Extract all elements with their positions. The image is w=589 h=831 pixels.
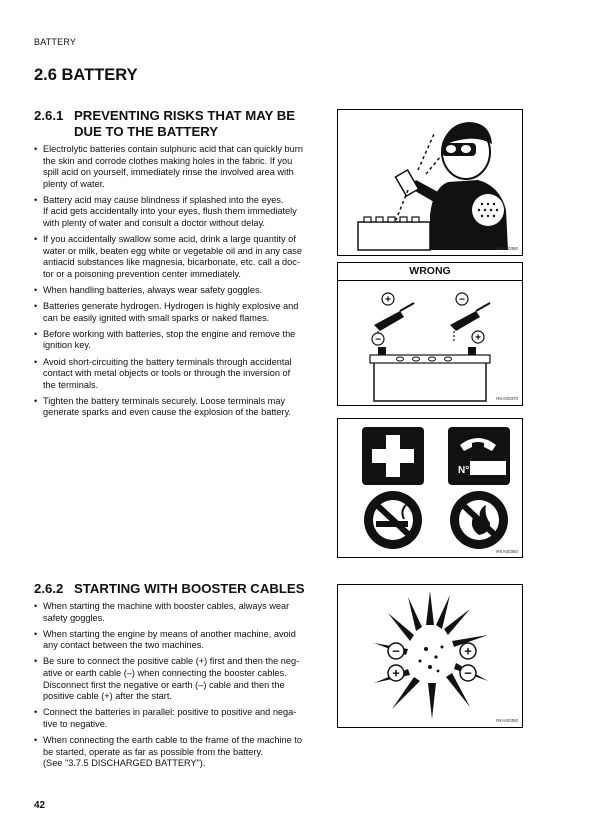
bullet-line: the terminals. bbox=[43, 379, 99, 390]
bullet-list-risks bbox=[34, 144, 324, 423]
bullet-line: • Tighten the battery terminals securely. Loose terminals may bbox=[43, 395, 286, 406]
figure-code: RKA00360 bbox=[496, 549, 518, 554]
svg-text:+: + bbox=[475, 332, 481, 344]
bullet-item bbox=[34, 301, 324, 324]
bullet-line: ative or earth cable (–) when connecting the booster cables. bbox=[43, 667, 287, 678]
bullet-line: • Electrolytic batteries contain sulphuric acid that can quickly burn bbox=[43, 144, 303, 154]
svg-text:+: + bbox=[392, 665, 400, 681]
section-title: 2.6 BATTERY bbox=[34, 66, 138, 84]
safety-signs-illustration bbox=[338, 419, 522, 557]
bullet-line: contact with metal objects or tools or through the inversion of bbox=[43, 368, 291, 379]
bullet-line: • Before working with batteries, stop the engine and remove the bbox=[43, 328, 296, 339]
bullet-line: • If you accidentally swallow some acid, drink a large quantity of bbox=[43, 234, 296, 245]
bullet-line: be started, operate as far as possible from the battery. bbox=[43, 746, 263, 757]
bullet-line: • When starting the machine with booster cables, always wear bbox=[43, 601, 290, 611]
subsection-number: 2.6.2 bbox=[34, 581, 64, 596]
bullet-line: can be easily ignited with small sparks or naked flames. bbox=[43, 312, 270, 323]
bullet-item bbox=[34, 601, 324, 624]
subsection-title-line-1: PREVENTING RISKS THAT MAY BE bbox=[74, 108, 296, 123]
bullet-line: plenty of water. bbox=[43, 178, 105, 189]
figure-safety-signs bbox=[337, 418, 523, 558]
bullet-line: antiacid substances like magnesia, bicarbonate, etc. call a doc- bbox=[43, 257, 300, 268]
bullet-line: with plenty of water and consult a doctor without delay. bbox=[43, 218, 265, 229]
bullet-line: (See "3.7.5 DISCHARGED BATTERY"). bbox=[43, 758, 206, 769]
bullet-item bbox=[34, 396, 324, 419]
bullet-line: • When connecting the earth cable to the frame of the machine to bbox=[43, 734, 302, 745]
subsection-title-text: STARTING WITH BOOSTER CABLES bbox=[74, 581, 305, 596]
figure-explosion bbox=[337, 584, 523, 728]
bullet-item bbox=[34, 234, 324, 280]
bullet-line: spill acid on yourself, immediately rinse the involved area with bbox=[43, 167, 294, 178]
bullet-line: Disconnect first the negative or earth (–) cable and then the bbox=[43, 679, 285, 690]
bullet-line: • Battery acid may cause blindness if splashed into the eyes. bbox=[43, 194, 284, 205]
bullet-line: any contact between the two machines. bbox=[43, 640, 204, 651]
phone-number-label: N° bbox=[458, 465, 470, 476]
bullet-line: water or milk, beaten egg white or vegetable oil and in any case bbox=[43, 245, 302, 256]
bullet-item bbox=[34, 656, 324, 702]
figure-code: RKA00380 bbox=[496, 246, 518, 251]
figure-goggles bbox=[337, 109, 523, 256]
svg-text:−: − bbox=[392, 643, 400, 659]
bullet-line: • Connect the batteries in parallel: positive to positive and nega- bbox=[43, 707, 297, 718]
bullet-line: • Avoid short-circuiting the battery terminals through accidental bbox=[43, 356, 292, 367]
page-number: 42 bbox=[34, 800, 46, 811]
wrong-connection-illustration bbox=[338, 281, 522, 405]
bullet-line: tor or a poisoning prevention center immediately. bbox=[43, 268, 241, 279]
figure-code: RKA00370 bbox=[496, 396, 518, 401]
bullet-line: • When handling batteries, always wear safety goggles. bbox=[43, 285, 263, 296]
bullet-line: tive to negative. bbox=[43, 718, 108, 729]
bullet-item bbox=[34, 285, 324, 297]
bullet-item bbox=[34, 707, 324, 730]
bullet-item bbox=[34, 144, 324, 190]
bullet-line: • When starting the engine by means of another machine, avoid bbox=[43, 628, 296, 639]
subsection-title-2-6-2 bbox=[34, 581, 305, 597]
bullet-item bbox=[34, 629, 324, 652]
bullet-list-booster bbox=[34, 601, 324, 774]
bullet-line: the skin and corrode clothes making holes in the fabric. If you bbox=[43, 155, 293, 166]
svg-text:−: − bbox=[375, 334, 381, 346]
bullet-item bbox=[34, 735, 324, 770]
explosion-illustration bbox=[338, 585, 522, 727]
svg-text:+: + bbox=[464, 643, 472, 659]
bullet-item bbox=[34, 357, 324, 392]
subsection-number: 2.6.1 bbox=[34, 108, 64, 123]
subsection-title-2-6-1 bbox=[34, 108, 295, 139]
bullet-line: generate sparks and even cause the explosion of the battery. bbox=[43, 407, 292, 418]
bullet-line: • Batteries generate hydrogen. Hydrogen is highly explosive and bbox=[43, 301, 299, 312]
phone-icon bbox=[448, 427, 510, 485]
bullet-item bbox=[34, 329, 324, 352]
bullet-line: safety goggles. bbox=[43, 612, 105, 623]
goggles-illustration bbox=[338, 110, 522, 255]
running-header: BATTERY bbox=[34, 37, 77, 47]
figure-wrong-connection bbox=[337, 262, 523, 406]
bullet-item bbox=[34, 195, 324, 230]
bullet-line: positive cable (+) after the start. bbox=[43, 691, 172, 702]
bullet-line: If acid gets accidentally into your eyes, flush them immediately bbox=[43, 206, 297, 217]
svg-text:+: + bbox=[385, 294, 391, 306]
wrong-label: WRONG bbox=[338, 263, 522, 281]
bullet-line: ignition key. bbox=[43, 340, 91, 351]
subsection-title-line-2: DUE TO THE BATTERY bbox=[74, 123, 219, 139]
svg-text:−: − bbox=[464, 665, 472, 681]
figure-code: RKA00350 bbox=[496, 718, 518, 723]
svg-text:−: − bbox=[459, 294, 465, 306]
bullet-line: • Be sure to connect the positive cable (+) first and then the neg- bbox=[43, 656, 300, 667]
